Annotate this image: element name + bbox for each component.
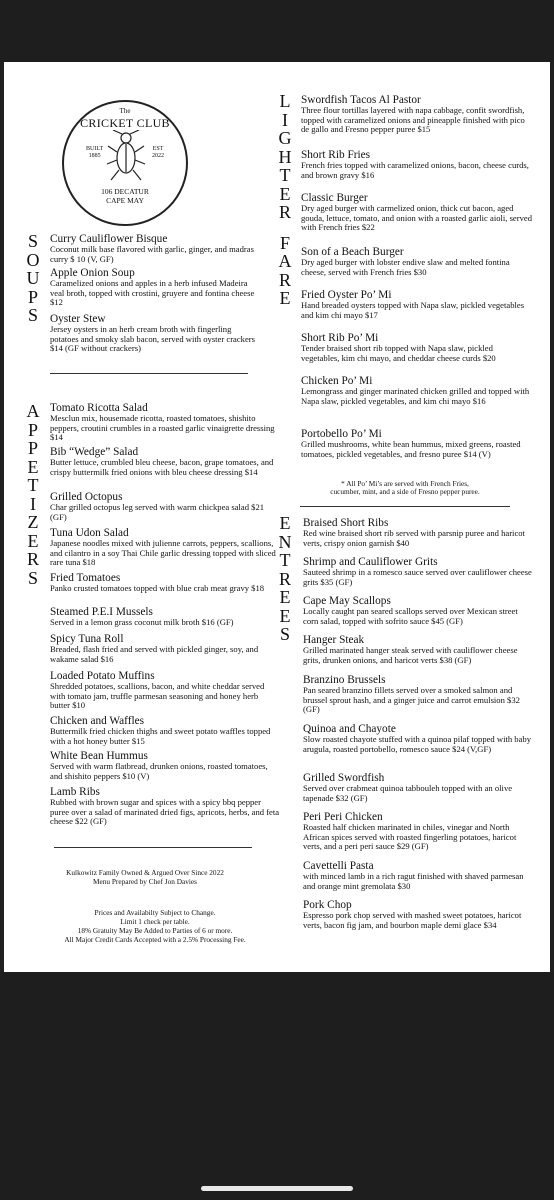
menu-item-title: Braised Short Ribs bbox=[303, 517, 389, 529]
menu-item-description: Pan seared branzino fillets served over a smoked salmon and brussel sprout hash, and a ginger juice and carrot emulsion $32 (GF) bbox=[303, 685, 520, 715]
menu-item-description: Dry aged burger with lobster endive slaw and melted fontina cheese, served with French fries $30 bbox=[301, 257, 510, 277]
menu-item-description: Panko crusted tomatoes topped with blue crab meat gravy $18 bbox=[50, 583, 265, 593]
menu-item bbox=[303, 860, 535, 891]
menu-item bbox=[303, 634, 535, 665]
menu-item-title: Short Rib Po’ Mi bbox=[301, 332, 379, 344]
menu-item bbox=[50, 670, 280, 711]
menu-item-description: Sauteed shrimp in a romesco sauce served over cauliflower cheese grits $35 (GF) bbox=[303, 567, 532, 587]
menu-item-title: Chicken and Waffles bbox=[50, 715, 145, 727]
menu-item bbox=[50, 527, 280, 568]
menu-item bbox=[303, 899, 535, 930]
divider-appetizers bbox=[54, 847, 252, 848]
home-indicator[interactable] bbox=[201, 1186, 353, 1191]
menu-item bbox=[301, 192, 533, 233]
menu-item-description: Served with warm flatbread, drunken onions, roasted tomatoes, and shishito peppers $10 (V) bbox=[50, 761, 268, 781]
menu-item-title: Hanger Steak bbox=[303, 634, 365, 646]
menu-item bbox=[50, 491, 280, 522]
menu-item-description: Dry aged burger with carmelized onion, thick cut bacon, aged gouda, lettuce, tomato, and onion with a roasted garlic aioli, served with French fries $22 bbox=[301, 203, 533, 233]
menu-item-title: Portobello Po’ Mi bbox=[301, 428, 382, 440]
menu-item-description: Butter lettuce, crumbled bleu cheese, bacon, grape tomatoes, and crispy buttermilk fried onions with bleu cheese dressing $14 bbox=[50, 457, 274, 477]
menu-item-description: French fries topped with caramelized onions, bacon, cheese curds, and brown gravy $16 bbox=[301, 160, 529, 180]
menu-item bbox=[303, 595, 535, 626]
divider-soups bbox=[50, 373, 248, 374]
menu-item-title: Spicy Tuna Roll bbox=[50, 633, 124, 645]
menu-item-description: Mesclun mix, housemade ricotta, roasted tomatoes, shishito peppers, croutini crumbles in a roasted garlic vinaigrette dressing $14 bbox=[50, 413, 275, 443]
menu-item bbox=[301, 149, 533, 180]
menu-item bbox=[50, 715, 280, 746]
logo-the: The bbox=[119, 107, 131, 115]
menu-item bbox=[50, 572, 280, 594]
menu-item bbox=[301, 428, 533, 459]
bottom-dark-area bbox=[0, 972, 554, 1200]
menu-item-title: Bib “Wedge” Salad bbox=[50, 446, 139, 458]
menu-item bbox=[50, 446, 280, 477]
menu-item-title: Swordfish Tacos Al Pastor bbox=[301, 94, 421, 106]
menu-item-description: Espresso pork chop served with mashed sweet potatoes, haricot verts, bacon fig jam, and bourbon maple demi glace $34 bbox=[303, 910, 522, 930]
menu-item bbox=[301, 94, 533, 135]
menu-item bbox=[50, 267, 262, 308]
po-mi-note: * All Po’ Mi’s are served with French Fries, cucumber, mint, and a side of Fresno pepper puree. bbox=[330, 479, 480, 496]
menu-item-description: Caramelized onions and apples in a herb infused Madeira veal broth, topped with crostini, gruyere and fontina cheese $12 bbox=[50, 278, 255, 308]
menu-item-title: Curry Cauliflower Bisque bbox=[50, 233, 168, 245]
menu-item bbox=[301, 289, 533, 320]
menu-item bbox=[50, 233, 262, 264]
menu-item-description: Shredded potatoes, scallions, bacon, and white cheddar served with tomato jam, truffle parmesan seasoning and honey herb butter $10 bbox=[50, 681, 265, 711]
top-dark-bar bbox=[0, 0, 554, 62]
menu-item-description: Char grilled octopus leg served with warm chickpea salad $21 (GF) bbox=[50, 502, 265, 522]
footer-owner: Kulkowitz Family Owned & Argued Over Since 2022 Menu Prepared by Chef Jon Davies bbox=[66, 868, 224, 886]
logo-name: CRICKET CLUB bbox=[80, 116, 170, 130]
menu-item bbox=[50, 313, 262, 354]
menu-item-title: Shrimp and Cauliflower Grits bbox=[303, 556, 438, 568]
menu-item-description: Grilled marinated hanger steak served with cauliflower cheese grits, drunken onions, and haricot verts $38 (GF) bbox=[303, 645, 518, 665]
menu-item bbox=[50, 606, 280, 628]
logo-est: EST 2022 bbox=[152, 146, 164, 159]
menu-item-description: Slow roasted chayote stuffed with a quinoa pilaf topped with baby arugula, roasted portobello, romesco sauce $24 (V,GF) bbox=[303, 734, 532, 754]
menu-item bbox=[303, 772, 535, 803]
menu-item-title: Loaded Potato Muffins bbox=[50, 670, 155, 682]
menu-item-description: Hand breaded oysters topped with Napa slaw, pickled vegetables and kim chi mayo $17 bbox=[301, 300, 525, 320]
section-label-entrees: E N T R E E S bbox=[278, 513, 292, 644]
menu-item-title: Short Rib Fries bbox=[301, 149, 371, 161]
menu-item-description: Japanese noodles mixed with julienne carrots, peppers, scallions, and cilantro in a soy Thai Chile garlic dressing topped with sliced rare tuna $18 bbox=[50, 538, 276, 568]
menu-item bbox=[50, 633, 280, 664]
menu-item-description: Breaded, flash fried and served with pickled ginger, soy, and wakame salad $16 bbox=[50, 644, 259, 664]
section-label-lighter-fare: L I G H T E R F A R E bbox=[278, 91, 292, 308]
footer-policies: Prices and Availabilty Subject to Change. Limit 1 check per table. 18% Gratuity May Be Added to Parties of 6 or more. All Major Credit Cards Accepted with a 2.5% Processing Fee. bbox=[64, 908, 246, 944]
menu-item-description: Served over crabmeat quinoa tabbouleh topped with an olive tapenade $32 (GF) bbox=[303, 783, 513, 803]
menu-item-title: Cavettelli Pasta bbox=[303, 860, 374, 872]
menu-item-title: Chicken Po’ Mi bbox=[301, 375, 373, 387]
menu-item-description: Coconut milk base flavored with garlic, ginger, and madras curry $ 10 (V, GF) bbox=[50, 244, 254, 264]
menu-item-title: Pork Chop bbox=[303, 899, 352, 911]
menu-item bbox=[301, 246, 533, 277]
menu-item-title: White Bean Hummus bbox=[50, 750, 148, 762]
menu-item-description: with minced lamb in a rich ragut finished with shaved parmesan and orange mint gremolata $30 bbox=[303, 871, 524, 891]
menu-item bbox=[303, 674, 535, 715]
divider-lighter-fare bbox=[300, 506, 510, 507]
menu-item-title: Peri Peri Chicken bbox=[303, 811, 383, 823]
menu-item-title: Oyster Stew bbox=[50, 313, 106, 325]
logo-address-2: CAPE MAY bbox=[106, 196, 144, 205]
menu-item-description: Buttermilk fried chicken thighs and sweet potato waffles topped with a hot honey butter $15 bbox=[50, 726, 271, 746]
menu-item bbox=[50, 750, 280, 781]
menu-item-title: Quinoa and Chayote bbox=[303, 723, 396, 735]
menu-item-description: Three flour tortillas layered with napa cabbage, confit swordfish, topped with caramelized onions and pineapple finished with pico de gallo and Fresno pepper puree $15 bbox=[301, 105, 525, 135]
menu-item-description: Tender braised short rib topped with Napa slaw, pickled vegetables, kim chi mayo, and cheddar cheese curds $20 bbox=[301, 343, 496, 363]
menu-item-description: Lemongrass and ginger marinated chicken grilled and topped with Napa slaw, pickled vegetables, and kim chi mayo $16 bbox=[301, 386, 530, 406]
menu-item-title: Fried Oyster Po’ Mi bbox=[301, 289, 392, 301]
logo-built: BUILT 1885 bbox=[86, 146, 104, 159]
menu-item bbox=[50, 402, 280, 443]
menu-item-title: Grilled Swordfish bbox=[303, 772, 385, 784]
menu-item-description: Served in a lemon grass coconut milk broth $16 (GF) bbox=[50, 617, 234, 627]
section-label-soups: S O U P S bbox=[26, 231, 40, 325]
menu-item-title: Cape May Scallops bbox=[303, 595, 391, 607]
menu-item bbox=[303, 517, 535, 548]
menu-item-title: Tomato Ricotta Salad bbox=[50, 402, 148, 414]
menu-item bbox=[50, 786, 280, 827]
menu-item-description: Grilled mushrooms, white bean hummus, mixed greens, roasted tomatoes, pickled vegetables, and fresno puree $14 (V) bbox=[301, 439, 521, 459]
menu-item bbox=[301, 332, 533, 363]
menu-item bbox=[303, 811, 535, 852]
menu-item-title: Lamb Ribs bbox=[50, 786, 100, 798]
menu-item bbox=[303, 723, 535, 754]
menu-item-title: Fried Tomatoes bbox=[50, 572, 121, 584]
menu-item-title: Grilled Octopus bbox=[50, 491, 123, 503]
menu-item-title: Apple Onion Soup bbox=[50, 267, 135, 279]
menu-item-title: Branzino Brussels bbox=[303, 674, 386, 686]
menu-item-title: Son of a Beach Burger bbox=[301, 246, 404, 258]
menu-item bbox=[303, 556, 535, 587]
menu-item-description: Jersey oysters in an herb cream broth with fingerling potatoes and smoky slab bacon, served with oyster crackers $14 (GF without crackers) bbox=[50, 324, 255, 354]
logo-address-1: 106 DECATUR bbox=[101, 187, 149, 196]
menu-item-description: Locally caught pan seared scallops served over Mexican street corn salad, topped with sofrito sauce $45 (GF) bbox=[303, 606, 518, 626]
cricket-club-logo bbox=[62, 100, 188, 226]
menu-item-description: Rubbed with brown sugar and spices with a spicy bbq pepper puree over a salad of marinated dried figs, apricots, herbs, and feta cheese $22 (GF) bbox=[50, 797, 280, 827]
menu-item-description: Red wine braised short rib served with parsnip puree and haricot verts, crispy onion garnish $40 bbox=[303, 528, 525, 548]
menu-item-description: Roasted half chicken marinated in chiles, vinegar and North African spices served with roasted fingerling potatoes, haricot verts, and a peri peri sauce $29 (GF) bbox=[303, 822, 517, 852]
menu-item-title: Steamed P.E.I Mussels bbox=[50, 606, 153, 618]
menu-item-title: Classic Burger bbox=[301, 192, 368, 204]
cricket-icon bbox=[105, 130, 147, 182]
section-label-appetizers: A P P E T I Z E R S bbox=[26, 401, 40, 588]
menu-item bbox=[301, 375, 533, 406]
menu-item-title: Tuna Udon Salad bbox=[50, 527, 129, 539]
